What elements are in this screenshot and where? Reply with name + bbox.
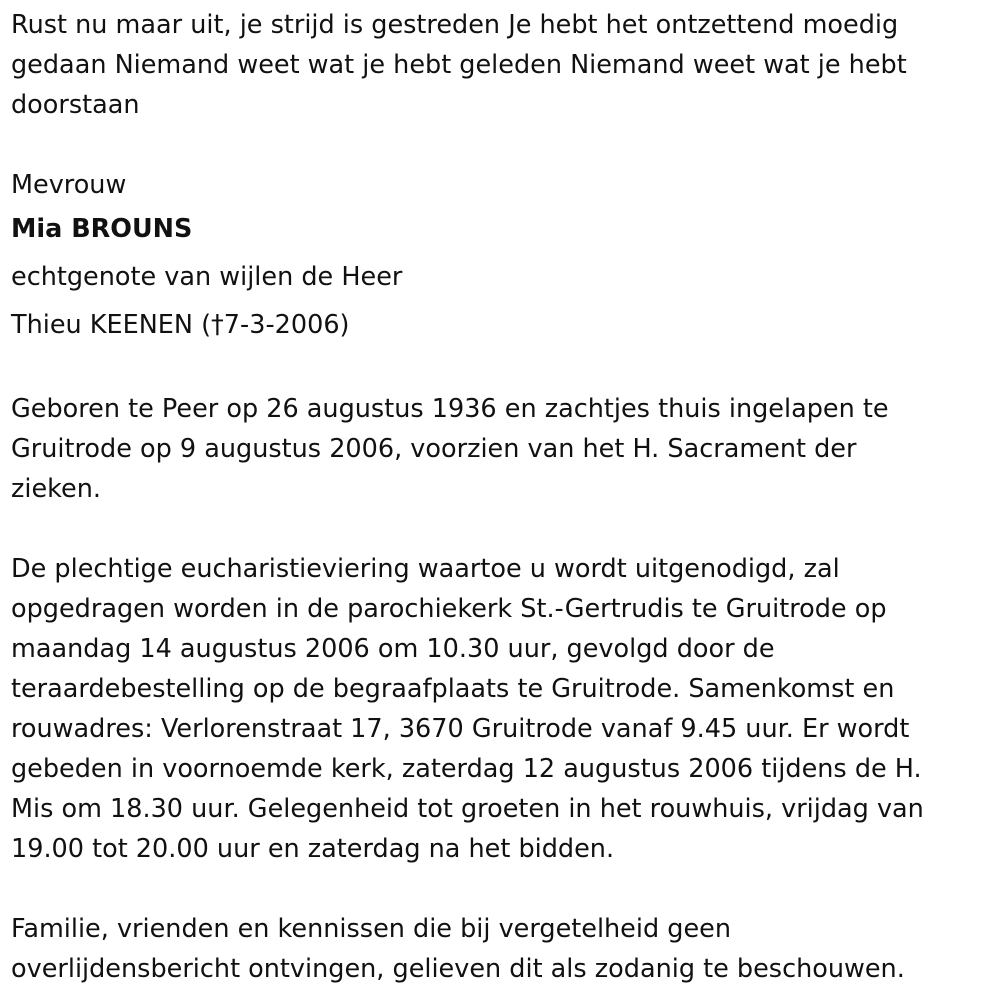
spacer <box>11 125 986 165</box>
deceased-name: Mia BROUNS <box>11 214 193 244</box>
spouse-line: Thieu KEENEN (†7-3-2006) <box>11 310 350 340</box>
spacer <box>11 509 986 549</box>
closing-paragraph: Familie, vrienden en kennissen die bij vergetelheid geen overlijdensbericht ontvingen, gelieven dit als zodanig te beschouwen. <box>11 914 905 984</box>
salutation: Mevrouw <box>11 170 127 200</box>
death-notice <box>11 5 986 989</box>
spacer <box>11 349 986 389</box>
service-paragraph: De plechtige eucharistieviering waartoe u wordt uitgenodigd, zal opgedragen worden in de parochiekerk St.-Gertrudis te Gruitrode op maandag 14 augustus 2006 om 10.30 uur, gevolgd door de teraardebestelling op de begraafplaats te Gruitrode. Samenkomst en rouwadres: Verlorenstraat 17, 3670 Gruitrode vanaf 9.45 uur. Er wordt gebeden in voornoemde kerk, zaterdag 12 augustus 2006 tijdens de H. Mis om 18.30 uur. Gelegenheid tot groeten in het rouwhuis, vrijdag van 19.00 tot 20.00 uur en zaterdag na het bidden. <box>11 554 924 864</box>
relation-line: echtgenote van wijlen de Heer <box>11 262 403 292</box>
birth-death-paragraph: Geboren te Peer op 26 augustus 1936 en zachtjes thuis ingelapen te Gruitrode op 9 augustus 2006, voorzien van het H. Sacrament der zieken. <box>11 394 889 504</box>
verse-paragraph: Rust nu maar uit, je strijd is gestreden Je hebt het ontzettend moedig gedaan Niemand weet wat je hebt geleden Niemand weet wat je hebt doorstaan <box>11 10 907 120</box>
spacer <box>11 869 986 909</box>
